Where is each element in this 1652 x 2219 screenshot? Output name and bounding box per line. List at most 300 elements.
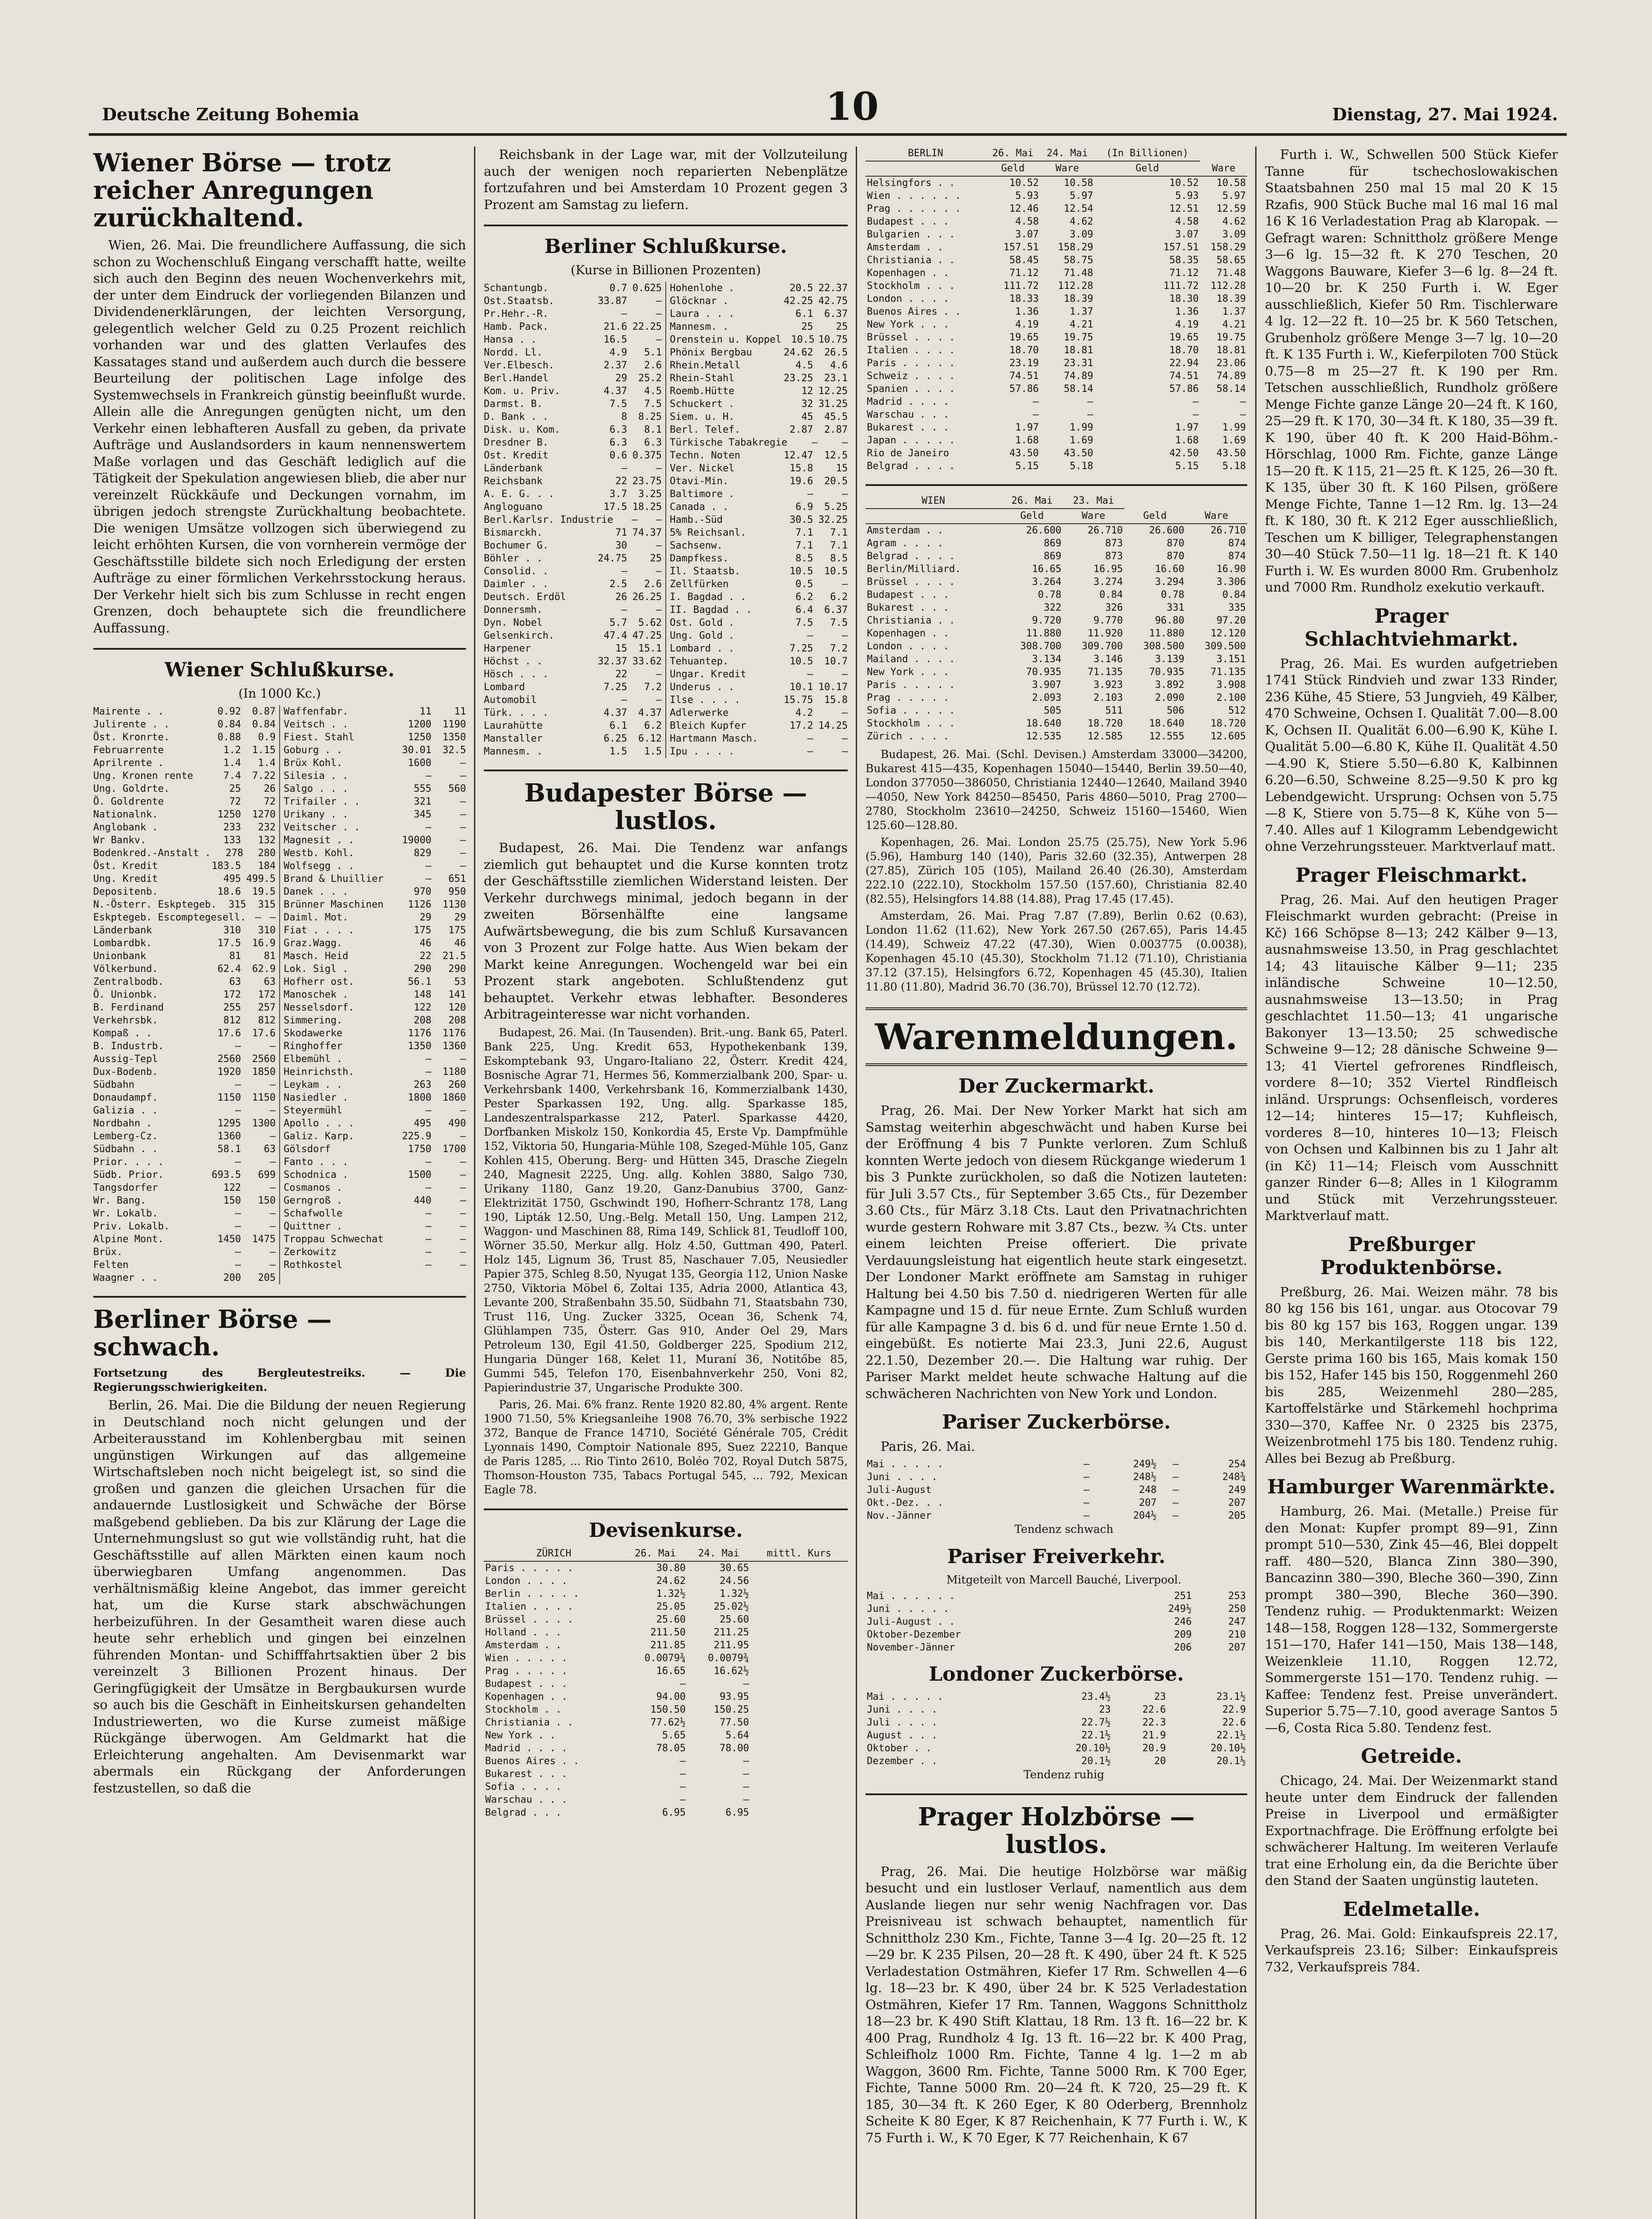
table-row (866, 1716, 1247, 1729)
article-wiener-boerse: Wien, 26. Mai. Die freundlichere Auffassung, die sich schon zu Wochenschluß Eingang verschafft hatte, weilte sich auch den Beginn des neuen Wochenverkehrs mit, der unter dem Eindruck der vorliegenden Bilanzen und Dividendenerklärungen, der leichten Versorgung, gelegentlich welcher Geld zu 0.25 Prozent reichlich vorhanden war und des glatten Verlaufes des Kassatages stand und außerdem auch durch die bessere Beurteilung der politischen Lage infolge des Systemwechsels in Frankreich günstig beeinflußt wurde. Allein alle die Anregungen genügten nicht, um den Verkehr einen lebhafteren Ausfall zu geben, da private Aufträge und Auslandsorders in kaum nennenswertem Maße vorlagen und das Geschäft lediglich auf die Tätigkeit der Spekulation angewiesen blieb, die aber nur vereinzelt Rückkäufe und Deckungen vornahm, im übrigen jedoch strengste Zurückhaltung beobachtete. Die wenigen Umsätze vollzogen sich überwiegend zu leicht erhöhten Kursen, die von vornherein vermöge der Geschäftsstille bildete sich noch Erledigung der ersten Aufträge zu einer förmlichen Verkehrsstockung heraus. Der Verkehr hielt sich bis zum Schlusse in recht engen Grenzen, doch behauptete sich die freundlichere Auffassung. (93, 237, 466, 636)
table-row (484, 1613, 848, 1626)
quote-name: Unionbank (93, 951, 146, 962)
quote-value: 0.88 (217, 732, 241, 743)
quote-value: 6.37 (824, 604, 848, 616)
quote-value: — (460, 1247, 466, 1258)
quote-row (670, 488, 848, 501)
cell-value: 251 (1174, 1590, 1192, 1602)
quote-row (670, 475, 848, 488)
table-row (866, 691, 1247, 704)
quote-row (93, 705, 276, 718)
quote-row (284, 937, 466, 950)
quote-name: Berl.Karlsr. Industrie (484, 514, 613, 525)
cell-value: 3.07 (1175, 229, 1199, 240)
quote-value: 7.1 (830, 527, 848, 538)
cell-value: 5.97 (1069, 190, 1093, 201)
quote-row (484, 346, 662, 359)
quote-value: 81 (229, 951, 241, 962)
cell-value: 19.65 (1169, 332, 1199, 343)
table-row (866, 550, 1247, 563)
subhead-pressburger-produktenboerse: Preßburger Produktenbörse. (1320, 1233, 1503, 1279)
table-row (866, 1742, 1247, 1755)
quote-name: Ost. Kredit (484, 450, 549, 461)
column-header (866, 161, 986, 176)
column-header: 26. Mai (986, 146, 1040, 161)
row-label: Christiania . . (485, 1717, 573, 1728)
article-prager-holzboerse: Prag, 26. Mai. Die heutige Holzbörse war mäßig besucht und ein lustloser Verlauf, namentlich aus dem Auslande liegen nur sehr wenig Nachfragen vor. Das Preisniveau ist schwach behauptet, namentlich für Schnittholz 230 Km., Fichte, Tanne 3—4 Ig. 20—25 ft. 12—29 br. K 235 Pilsen, 20—28 ft. K 490, über 24 ft. K 525 Verladestation Ostmähren, Kiefer 17 Rm. Schwellen 4—6 lg. 18—23 br. K 490, über 24 br. K 525 Verladestation Ostmähren, Kiefer 17 Rm. Tannen, Waggons Schnittholz 18—23 br. K 490 Stift Klattau, 18 Rm. 13 ft. 16—22 br. K 400 Prag, Rundholz 4 Ig. 13 ft. 16—22 br. K 400 Prag, Schleifholz 1000 Rm. Fichte, Tanne 4 lg. 1—2 m ab Waggon, 3600 Rm. Fichte, Tanne 5000 Rm. K 700 Eger, Fichte, Tanne 5000 Rm. 20—24 ft. K 720, 25—29 ft. K 185, 30—34 ft. K 260 Eger, K 80 Oderberg, Brennholz Scheite K 80 Eger, K 87 Reichenhain, K 77 Furth i. W., K 75 Furth i. W., K 70 Eger, K 77 Reichenhain, K 67 (866, 1864, 1247, 2145)
column-header: 24. Mai (1040, 146, 1095, 161)
pariser-zucker-table (866, 1458, 1247, 1522)
quote-row (284, 1181, 466, 1194)
quote-value: 1300 (252, 1118, 276, 1129)
row-label: Amsterdam . . (867, 525, 944, 536)
quote-value: 490 (448, 1118, 466, 1129)
cell-value: 18.640 (1149, 718, 1185, 729)
quote-row (93, 1194, 276, 1207)
quote-name: Harpener (484, 643, 531, 654)
quote-row (93, 1130, 276, 1143)
quote-value: — (460, 1221, 466, 1232)
cell-value: 74.89 (1216, 371, 1246, 382)
cell-value: 20.1½ (1216, 1755, 1246, 1767)
quote-value: 0.84 (217, 719, 241, 730)
cell-value: 19.75 (1063, 332, 1093, 343)
quote-name: Völkerbund. (93, 963, 158, 975)
quote-row (284, 1259, 466, 1271)
quote-value: 42.25 (783, 296, 813, 307)
cell-value: 0.0079¾ (707, 1652, 749, 1664)
cell-value: 22.94 (1169, 358, 1199, 369)
quote-value: 225.9 (402, 1131, 431, 1142)
cell-value: 207 (1228, 1497, 1246, 1508)
quote-row (484, 372, 662, 385)
quote-value: 17.6 (252, 1028, 276, 1039)
headline-prager-holzboerse: Prager Holzbörse — lustlos. (918, 1802, 1195, 1859)
row-label: Brüssel . . . . (867, 332, 955, 343)
row-label: Berlin/Milliard. (867, 564, 961, 575)
quote-value: 3.7 (609, 489, 627, 500)
quote-name: Ung. Goldrte. (93, 783, 170, 794)
quote-value: 6.25 (604, 733, 627, 744)
row-label: Belgrad . . . . (867, 461, 955, 472)
quote-row (484, 385, 662, 398)
table-row (484, 1781, 848, 1793)
article-continuation: Reichsbank in der Lage war, mit der Vollzuteilung auch der wenigen noch reparierten Nebenplätze fortzufahren und bei Amsterdam 10 Prozent gegen 3 Prozent am Samstag zu liefern. (484, 147, 848, 212)
quote-value: 233 (223, 822, 241, 833)
quote-name: Hartmann Masch. (670, 733, 758, 744)
quote-value: 2.5 (609, 579, 627, 590)
cell-value: 25.05 (656, 1601, 686, 1612)
quote-name: Zerkowitz (284, 1247, 337, 1258)
liverpool-note: Mitgeteilt von Marcell Bauché, Liverpool. (946, 1573, 1182, 1586)
column-header: Geld (1095, 161, 1200, 176)
subhead-pariser-zuckerboerse: Pariser Zuckerbörse. (942, 1411, 1171, 1433)
cell-value: 16.60 (1155, 564, 1185, 575)
row-label: Helsingfors . . (867, 178, 955, 189)
table-row (866, 679, 1247, 691)
quote-value: 183.5 (211, 861, 241, 872)
quote-row (284, 1040, 466, 1053)
row-label: Stockholm . . . (867, 718, 955, 729)
quote-value: 45.5 (824, 411, 848, 422)
quote-row (284, 924, 466, 937)
table-row (866, 1590, 1247, 1603)
column-3 (866, 146, 1247, 2149)
cell-value: 93.95 (719, 1691, 749, 1702)
budapest-devisen-notes: Budapest, 26. Mai. (Schl. Devisen.) Amsterdam 33000—34200, Bukarest 415—435, Kopenhagen 15040—15440, Berlin 39.50—40, London 377050—386050, Christiania 12440—12640, Mailand 3940—4050, New York 84250—85450, Paris 4860—5010, Prag 2700—2780, Stockholm 23610—24250, Schweiz 15160—15460, Wien 125.60—128.80. (866, 748, 1247, 832)
quote-name: Ipu . . . . (670, 746, 735, 757)
quote-value: 1180 (443, 1066, 466, 1078)
quote-value: 1150 (217, 1092, 241, 1103)
quote-row (93, 1259, 276, 1271)
quote-name: Dyn. Nobel (484, 617, 543, 628)
column-2 (484, 146, 848, 1819)
quote-value: 232 (258, 822, 276, 833)
quote-value: 6.2 (644, 720, 662, 731)
table-row (866, 176, 1247, 190)
cell-value: 30.65 (719, 1562, 749, 1574)
table-row (866, 215, 1247, 228)
quote-value: 26.5 (824, 347, 848, 358)
quote-value: 0.375 (632, 450, 662, 461)
cell-value: — (1240, 396, 1246, 407)
quote-value: 7.25 (604, 682, 627, 693)
cell-value: 9.770 (1093, 615, 1123, 626)
quote-name: Steyermühl (284, 1105, 343, 1116)
table-subtitle: (In 1000 Kc.) (238, 686, 321, 701)
quote-name: Heinrichsth. (284, 1066, 354, 1078)
quote-value: 0.84 (252, 719, 276, 730)
cell-value: 18.33 (1009, 293, 1039, 304)
row-label: London . . . . (867, 293, 949, 304)
quote-value: 693.5 (211, 1169, 241, 1181)
quote-value: 6.1 (795, 308, 813, 320)
quote-row (284, 1207, 466, 1220)
row-label: London . . . . (867, 641, 949, 652)
cell-value: 158.29 (1058, 242, 1093, 253)
quote-value: 7.2 (830, 643, 848, 654)
quote-name: Brünner Maschinen (284, 899, 384, 910)
quote-name: Ver.Elbesch. (484, 360, 554, 371)
quote-name: Disk. u. Kom. (484, 424, 561, 435)
cell-value: 12.46 (1009, 203, 1039, 214)
table-row (866, 730, 1247, 743)
cell-value: — (1083, 1458, 1090, 1470)
quote-row (284, 1078, 466, 1091)
quote-row (284, 744, 466, 757)
quote-value: — (656, 540, 662, 551)
quote-name: 5% Reichsanl. (670, 527, 747, 538)
cell-value: 94.00 (656, 1691, 686, 1702)
row-label: Paris . . . . . (485, 1562, 573, 1574)
quote-row (670, 591, 848, 604)
cell-value: 22.6 (1142, 1704, 1166, 1715)
quote-value: 32.37 (597, 656, 627, 667)
quote-value: 6.4 (795, 604, 813, 616)
quote-name: Elbemühl . (284, 1054, 343, 1065)
quote-row (93, 1040, 276, 1053)
quote-row (93, 924, 276, 937)
londoner-zucker-table (866, 1690, 1247, 1768)
quote-name: B. Industrb. (93, 1041, 164, 1052)
divider (866, 1793, 1247, 1795)
quote-name: N.-Österr. Eskptegeb. (93, 899, 217, 910)
row-label: Juni . . . . . (867, 1603, 949, 1615)
quote-value: 315 (258, 899, 276, 910)
row-label: Italien . . . . (867, 345, 955, 356)
quote-row (484, 565, 662, 578)
quote-value: 172 (258, 989, 276, 1000)
cell-value: 248¾ (1222, 1471, 1246, 1483)
quote-name: Ö. Unionbk. (93, 989, 158, 1000)
table-title-berliner-schlusskurse: Berliner Schlußkurse. (544, 235, 787, 258)
row-label: Prag . . . . . . (867, 203, 961, 214)
liverpool-table (866, 1590, 1247, 1654)
quote-name: Nasiedler . (284, 1092, 348, 1103)
quote-value: — (807, 669, 813, 680)
quote-value: 10.1 (790, 682, 813, 693)
quote-row (93, 1001, 276, 1014)
row-label: Zürich . . . . (867, 731, 949, 742)
quote-row (670, 552, 848, 565)
quote-value: 1.5 (644, 746, 662, 757)
quote-name: Adlerwerke (670, 707, 729, 719)
quote-value: 555 (414, 783, 431, 794)
quote-row (284, 1143, 466, 1156)
quote-row (670, 398, 848, 411)
quote-row (93, 1169, 276, 1181)
cell-value: 11.880 (1026, 628, 1062, 639)
quote-name: Kompaß . . (93, 1028, 152, 1039)
quote-row (284, 1104, 466, 1117)
quote-value: — (656, 695, 662, 706)
quote-value: 205 (258, 1272, 276, 1283)
row-label: Warschau . . . (485, 1794, 568, 1805)
cell-value: 18.640 (1026, 718, 1062, 729)
cell-value: 20.10½ (1075, 1742, 1111, 1754)
cell-value: 112.28 (1210, 280, 1246, 292)
quote-value: 310 (258, 925, 276, 936)
row-label: Budapest . . . (867, 589, 949, 600)
quote-name: Berl. Telef. (670, 424, 740, 435)
quote-value: 1.4 (258, 758, 276, 769)
quote-value: — (842, 733, 848, 744)
article-fleischmarkt: Prag, 26. Mai. Auf den heutigen Prager Fleischmarkt wurden gebracht: (Preise in Kč) 166 Schöpse 8—13; 242 Kälber 9—13, ausnahmsweise 13.50, in Prag geschlachtet 14; 43 litauische Kälber 9—11; 235 inländische Schweine 10—12.50, ausnahmsweise 13—13.50; in Prag geschlachtet 11.50—13; 41 ungarische Bakonyer 13—13.50; 25 schwedische Schweine 9—12; 28 dänische Schweine 9—13; 41 Viertel gefrorenes Rindfleisch, vordere 8—10; 352 Viertel Rindfleisch inländ. Ursprungs: Ochsenfleisch, vorderes 12—14; hinteres 15—17; Kuhfleisch, vorderes 8—10, hinteres 10—13; Fleisch von Ochsen und Kalbinnen bis zu 1 Jahr alt (in Kč) 11—14; Fleisch vom Ausschnitt ganzer Rinder 6—8; Alles in 1 Kilogramm und Stück mit Verzehrungssteuer. Marktverlauf matt. (1265, 892, 1558, 1223)
quote-value: 15.75 (783, 695, 813, 706)
quote-row (93, 770, 276, 782)
table-row (866, 1496, 1247, 1509)
quote-value: 7.5 (795, 617, 813, 628)
quote-value: — (807, 733, 813, 744)
quote-row (93, 1117, 276, 1130)
quote-value: — (656, 296, 662, 307)
table-row (866, 1615, 1247, 1628)
cell-value: 150.25 (714, 1704, 749, 1715)
column-4 (1265, 146, 1558, 1978)
cell-value: 16.65 (656, 1665, 686, 1677)
quote-value: 3.25 (638, 489, 662, 500)
quote-row (670, 565, 848, 578)
row-label: Madrid . . . . (867, 396, 949, 407)
quote-value: 280 (258, 848, 276, 859)
cell-value: 1.69 (1069, 435, 1093, 446)
table-row (866, 1603, 1247, 1615)
table-row (866, 408, 1247, 421)
quote-value: 560 (448, 783, 466, 794)
row-label: Buenos Aires . . (485, 1755, 579, 1767)
quote-value: 18.25 (632, 501, 662, 513)
row-label: New York . . . (867, 667, 949, 678)
row-label: Holland . . . (485, 1627, 562, 1638)
table-row (866, 1755, 1247, 1768)
quote-name: Simmering. (284, 1015, 343, 1026)
quote-row (284, 757, 466, 770)
quote-row (670, 308, 848, 320)
row-label: August . . . (867, 1729, 937, 1741)
cell-value: 19.65 (1009, 332, 1039, 343)
cell-value: 10.52 (1169, 178, 1199, 189)
quote-name: Rothkostel (284, 1260, 343, 1271)
quote-row (484, 539, 662, 552)
table-row (484, 1600, 848, 1613)
quote-row (484, 668, 662, 681)
table-row (866, 331, 1247, 344)
cell-value: 5.18 (1069, 461, 1093, 472)
quote-row (484, 591, 662, 604)
quote-name: Tehuantep. (670, 656, 729, 667)
quote-value: 172 (223, 989, 241, 1000)
quote-row (284, 1130, 466, 1143)
quote-name: Hamb.-Süd (670, 514, 723, 525)
quote-value: 4.2 (795, 707, 813, 719)
quote-value: 263 (414, 1079, 431, 1090)
quote-value: — (269, 1041, 276, 1052)
quote-value: 46 (454, 938, 466, 949)
cell-value: 158.29 (1210, 242, 1246, 253)
cell-value: 12.120 (1210, 628, 1246, 639)
quote-value: 22 (615, 476, 627, 487)
cell-value: 23.19 (1009, 358, 1039, 369)
cell-value: 18.39 (1216, 293, 1246, 304)
quote-name: Mannesm. . (484, 746, 543, 757)
cell-value: — (1033, 409, 1039, 420)
row-label: Bukarest . . . (867, 602, 949, 613)
column-rule (1255, 146, 1257, 2219)
quote-row (284, 1156, 466, 1169)
table-row (866, 1458, 1247, 1471)
cell-value: 3.294 (1155, 576, 1185, 588)
quote-value: 12.5 (824, 450, 848, 461)
cell-value: 18.70 (1169, 345, 1199, 356)
quote-value: 8.1 (644, 424, 662, 435)
cell-value: 18.39 (1063, 293, 1093, 304)
quote-value: 10.5 (791, 334, 815, 345)
quote-value: 16.5 (604, 334, 627, 345)
quote-value: — (235, 1247, 241, 1258)
quote-row (484, 655, 662, 668)
table-row (484, 1703, 848, 1716)
quote-row (93, 860, 276, 873)
quote-value: 10.5 (790, 656, 813, 667)
quote-value: 30 (615, 540, 627, 551)
cell-value: 78.05 (656, 1742, 686, 1754)
article-pressburger-produktenboerse: Preßburg, 26. Mai. Weizen mähr. 78 bis 80 kg 156 bis 161, ungar. aus Otocovar 79 bis 80 kg 157 bis 163, Roggen ungar. 139 bis 140, Merkantilgerste 118 bis 122, Gerste prima 160 bis 165, Mais komak 150 bis 152, Hafer 145 bis 150, Roggenmehl 260 bis 285, Weizenmehl 280—285, Kartoffelstärke und Stärkemehl hochprima 330—370, Kaffee Nr. 0 2325 bis 2375, Weizenbrotmehl 175 bis 180. Tendenz ruhig. Alles bei Bezug ab Preßburg. (1265, 1284, 1558, 1466)
quote-value: 47.25 (632, 630, 662, 641)
quote-value: — (425, 1234, 431, 1245)
quote-value: 6.3 (609, 437, 627, 448)
cell-value: 3.134 (1032, 654, 1062, 665)
quote-name: Kom. u. Priv. (484, 386, 561, 397)
quote-name: Canada . . (670, 501, 729, 513)
quote-name: Öst. Kronrte. (93, 732, 170, 743)
row-label: Mai . . . . . . (867, 1590, 955, 1602)
quote-row (284, 834, 466, 847)
cell-value: 71.12 (1009, 268, 1039, 279)
row-label: Oktober . . (867, 1742, 932, 1754)
quote-name: Waagner . . (93, 1272, 158, 1283)
quote-name: Alpine Mont. (93, 1234, 164, 1245)
row-label: November-Jänner (867, 1642, 955, 1653)
quote-name: Ringhoffer (284, 1041, 343, 1052)
quote-name: Angloguano (484, 501, 543, 513)
cell-value: 70.935 (1026, 667, 1062, 678)
cell-value: 58.14 (1063, 383, 1093, 395)
cell-value: 96.80 (1155, 615, 1185, 626)
quote-row (93, 1207, 276, 1220)
quote-name: Rhein-Stahl (670, 373, 735, 384)
quote-name: Aprilrente . (93, 758, 164, 769)
cell-value: 873 (1105, 538, 1123, 549)
quote-value: 8 (621, 411, 627, 422)
quote-value: — (235, 1105, 241, 1116)
quote-value: 699 (258, 1169, 276, 1181)
quote-name: Donnersmh. (484, 604, 543, 616)
cell-value: 22.9 (1222, 1704, 1246, 1715)
row-label: Madrid . . . . (485, 1742, 568, 1754)
quote-value: 1360 (443, 1041, 466, 1052)
quote-value: 10.5 (824, 566, 848, 577)
quote-value: 16.9 (252, 938, 276, 949)
column-header: Geld (1001, 509, 1063, 524)
cell-value: 12.54 (1063, 203, 1093, 214)
quote-name: Galiz. Karp. (284, 1131, 354, 1142)
quote-name: Magnesit . . (284, 835, 354, 846)
quote-name: Verkehrsbk. (93, 1015, 158, 1026)
quote-name: Leykam . . (284, 1079, 343, 1090)
quote-value: 29 (419, 912, 431, 923)
quote-row (670, 462, 848, 475)
cell-value: 150.50 (650, 1704, 686, 1715)
table-row (866, 383, 1247, 395)
quote-value: 2560 (217, 1054, 241, 1065)
quote-row (93, 834, 276, 847)
quote-value: 6.1 (609, 720, 627, 731)
cell-value: 43.50 (1009, 448, 1039, 459)
quote-value: — (460, 848, 466, 859)
quote-name: Manoschek . (284, 989, 348, 1000)
table-row (866, 614, 1247, 627)
cell-value: — (680, 1794, 686, 1805)
quote-value: 1475 (252, 1234, 276, 1245)
quote-value: 7.1 (795, 527, 813, 538)
cell-value: — (1193, 396, 1199, 407)
cell-value: 512 (1228, 705, 1246, 716)
quote-name: Schuckert . (670, 399, 735, 410)
cell-value: 870 (1166, 551, 1185, 562)
cell-value: 10.58 (1063, 178, 1093, 189)
cell-value: — (1173, 1510, 1179, 1521)
cell-value: 322 (1043, 602, 1062, 613)
